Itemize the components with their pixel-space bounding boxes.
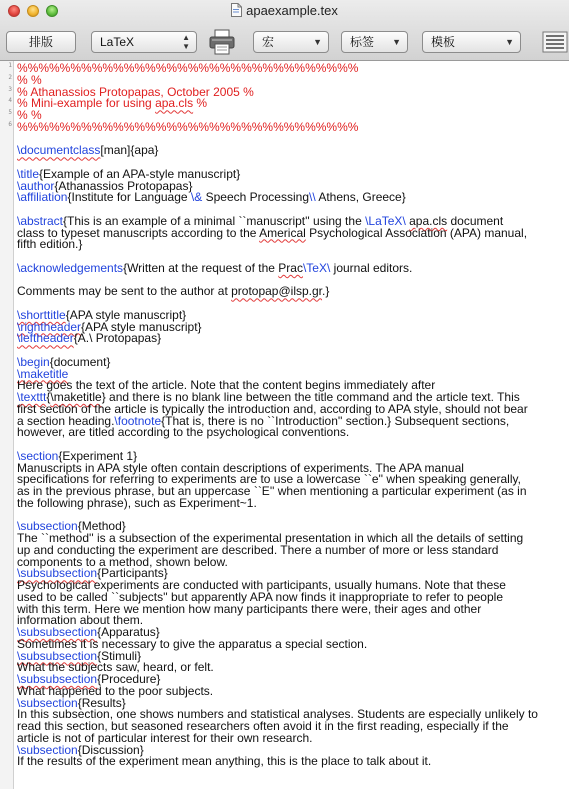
code-token: Americal xyxy=(259,225,306,240)
code-token: \TeX\ xyxy=(302,260,331,275)
code-token: \subsubsection xyxy=(17,648,98,663)
line-number: 3 xyxy=(8,85,12,93)
code-token: %%%%%%%%%%%%%%%%%%%%%%%%%%%%%%%% xyxy=(17,62,359,75)
window-title: apaexample.tex xyxy=(246,3,338,18)
code-token: Prac xyxy=(278,260,303,275)
code-token: apa.cls xyxy=(155,96,194,111)
code-token: % Mini-example for using xyxy=(17,96,156,111)
code-line[interactable] xyxy=(17,62,358,74)
code-token: \shorttitle xyxy=(17,307,66,322)
code-token: {Written at the request of the xyxy=(123,260,279,275)
code-token: What happened to the poor subjects. xyxy=(17,683,214,698)
code-token: {That is, there is no ``Introduction'' section.} Subsequent sections, xyxy=(161,413,510,428)
macros-dropdown[interactable] xyxy=(253,31,329,53)
code-token: journal editors. xyxy=(330,260,413,275)
code-token: \subsubsection xyxy=(17,566,98,581)
line-number: 5 xyxy=(8,109,12,116)
engine-select[interactable] xyxy=(91,31,197,53)
code-line[interactable] xyxy=(17,191,406,203)
code-token: \maketitle xyxy=(17,366,69,381)
code-token: } and there is no blank line between the title command and the article text. This xyxy=(101,390,520,404)
tags-dropdown[interactable] xyxy=(341,31,408,53)
code-token: \\ xyxy=(309,190,316,205)
chevron-down-icon: ▼ xyxy=(392,37,401,47)
code-token: [man]{apa} xyxy=(100,143,159,158)
code-line[interactable] xyxy=(17,144,158,156)
code-token: \subsubsection xyxy=(17,625,98,639)
code-token: \title xyxy=(17,166,40,181)
source-editor[interactable] xyxy=(17,62,569,789)
macros-dropdown-label: 宏 xyxy=(262,35,275,49)
code-token: as in the previous phrase, but an uppercase ``E'' when mentioning a particular experiment (as in xyxy=(17,484,527,498)
code-token: Speech Processing xyxy=(202,190,309,205)
code-token: information about them. xyxy=(17,613,144,628)
code-token: {Results} xyxy=(77,695,126,710)
code-token: {Experiment 1} xyxy=(58,448,138,463)
code-token: {APA style manuscript} xyxy=(65,307,187,322)
code-token: \acknowledgements xyxy=(17,260,124,275)
window-title-area xyxy=(0,3,569,18)
code-token: In this subsection, one shows numbers and statistical analyses. Students are especially unlikely to xyxy=(17,707,538,722)
code-token: {A.\ Protopapas} xyxy=(73,331,162,346)
code-token: first section of the article is typically the introduction and, according to APA style, should not bear xyxy=(17,401,528,416)
code-token: What the subjects saw, heard, or felt. xyxy=(17,660,214,675)
code-line[interactable] xyxy=(17,426,349,438)
code-token: used to be called ``subjects'' but apparently APA now finds it inappropriate to refer to people xyxy=(17,589,503,604)
code-token: Psychological Association (APA) manual, xyxy=(305,225,528,240)
code-token: read this section, but seasoned researchers often avoid it in the first reading, especially if the xyxy=(17,719,509,733)
templates-dropdown-label: 模板 xyxy=(431,35,456,49)
code-line[interactable] xyxy=(17,262,412,274)
code-token: {This is an example of a minimal ``manuscript'' using the xyxy=(63,213,366,228)
code-line[interactable] xyxy=(17,121,358,133)
code-token: { xyxy=(46,390,51,404)
code-line[interactable] xyxy=(17,97,207,109)
code-token: article is not of particular interest for their own research. xyxy=(17,730,313,745)
typeset-button[interactable] xyxy=(6,31,76,53)
code-token: % Athanassios Protopapas, October 2005 % xyxy=(17,84,254,99)
code-token: \subsubsection xyxy=(17,672,98,686)
code-line[interactable] xyxy=(17,285,329,297)
code-token: Athens, Greece} xyxy=(315,190,406,205)
code-token: {Athanassios Protopapas} xyxy=(54,178,193,193)
code-token: Manuscripts in APA style often contain descriptions of experiments. The APA manual xyxy=(17,460,464,475)
code-token: If the results of the experiment mean anything, this is the place to talk about it. xyxy=(17,754,432,769)
code-token: \rightheader xyxy=(17,319,82,334)
code-token: class to typeset manuscripts according to the xyxy=(17,225,260,240)
code-token: \LaTeX\ xyxy=(365,213,406,228)
code-token: \documentclass xyxy=(17,143,101,158)
code-token: \subsection xyxy=(17,519,78,534)
code-token: \subsection xyxy=(17,742,78,757)
tags-dropdown-label: 标签 xyxy=(350,35,375,49)
code-token: Psychological experiments are conducted with participants, usually humans. Note that these xyxy=(17,578,506,592)
code-token: \affiliation xyxy=(17,190,68,205)
code-line[interactable] xyxy=(17,238,82,250)
code-token: \abstract xyxy=(17,213,64,228)
code-token: % % xyxy=(17,72,42,87)
code-token: {document} xyxy=(49,354,111,369)
code-token: % xyxy=(193,96,208,111)
code-token: however, are titled according to the psychological conventions. xyxy=(17,425,350,440)
code-token: % % xyxy=(17,108,42,122)
code-token: protopap@ilsp.gr xyxy=(231,284,323,299)
line-number: 1 xyxy=(8,62,12,69)
code-token: \section xyxy=(17,448,59,463)
templates-dropdown[interactable] xyxy=(422,31,521,53)
code-token: specifications for referring to experiments are to use a lowercase ``e'' when speaking generally, xyxy=(17,472,521,487)
engine-select-value: LaTeX xyxy=(100,35,135,49)
code-token: .} xyxy=(322,284,330,299)
code-token: Here goes the text of the article. Note that the content begins immediately after xyxy=(17,378,436,393)
line-number: 4 xyxy=(8,97,12,105)
code-token: fifth edition.} xyxy=(17,237,83,252)
line-number: 2 xyxy=(8,73,12,81)
code-token: \subsection xyxy=(17,695,78,710)
code-token: \footnote xyxy=(114,413,162,428)
code-token: {Example of an APA-style manuscript} xyxy=(39,166,241,181)
code-token: \maketitle xyxy=(50,390,102,404)
list-view-icon[interactable] xyxy=(542,30,568,54)
document-icon xyxy=(231,3,242,17)
code-token: \leftheader xyxy=(17,331,74,346)
code-token: {Stimuli} xyxy=(97,648,142,663)
code-token: with this term. Here we mention how many participants there were, their ages and other xyxy=(17,601,482,616)
code-token: {APA style manuscript} xyxy=(81,319,202,334)
code-token: the following phrase), such as Experiment~1. xyxy=(17,495,257,510)
chevron-down-icon: ▼ xyxy=(505,37,514,47)
typeset-button-label: 排版 xyxy=(28,35,53,49)
code-token: up and conducting the experiment are described. There a number of more or less standard xyxy=(17,542,499,557)
window-toolbar xyxy=(0,0,569,61)
code-line[interactable] xyxy=(17,497,257,509)
code-token: components to a method, shown below. xyxy=(17,554,228,569)
code-token: \texttt xyxy=(17,390,47,404)
code-token: The ``method'' is a subsection of the experimental presentation in which all the details of setting xyxy=(17,531,524,545)
code-token: %%%%%%%%%%%%%%%%%%%%%%%%%%%%%%%% xyxy=(17,119,359,134)
code-token: {Participants} xyxy=(97,566,168,581)
code-token: {Apparatus} xyxy=(97,625,160,639)
line-number-gutter xyxy=(0,61,14,789)
printer-icon[interactable] xyxy=(207,28,237,56)
code-token: Sometimes it is necessary to give the apparatus a special section. xyxy=(17,636,368,651)
code-line[interactable] xyxy=(17,332,161,344)
code-token: \author xyxy=(17,178,55,193)
code-token: {Method} xyxy=(77,519,126,534)
code-token: {Procedure} xyxy=(97,672,161,686)
code-line[interactable] xyxy=(17,755,431,767)
code-line[interactable] xyxy=(17,227,527,239)
up-down-arrows-icon: ▲ ▼ xyxy=(182,33,190,51)
code-token: document xyxy=(447,213,504,228)
code-token: {Discussion} xyxy=(77,742,144,757)
code-token: apa.cls xyxy=(409,213,448,228)
code-token: Comments may be sent to the author at xyxy=(17,284,232,299)
code-token: a section heading. xyxy=(17,413,115,428)
code-token: {Institute for Language xyxy=(67,190,191,205)
line-number: 6 xyxy=(8,120,12,128)
chevron-down-icon: ▼ xyxy=(313,37,322,47)
code-token: \& xyxy=(190,190,203,205)
code-token: \begin xyxy=(17,354,50,369)
